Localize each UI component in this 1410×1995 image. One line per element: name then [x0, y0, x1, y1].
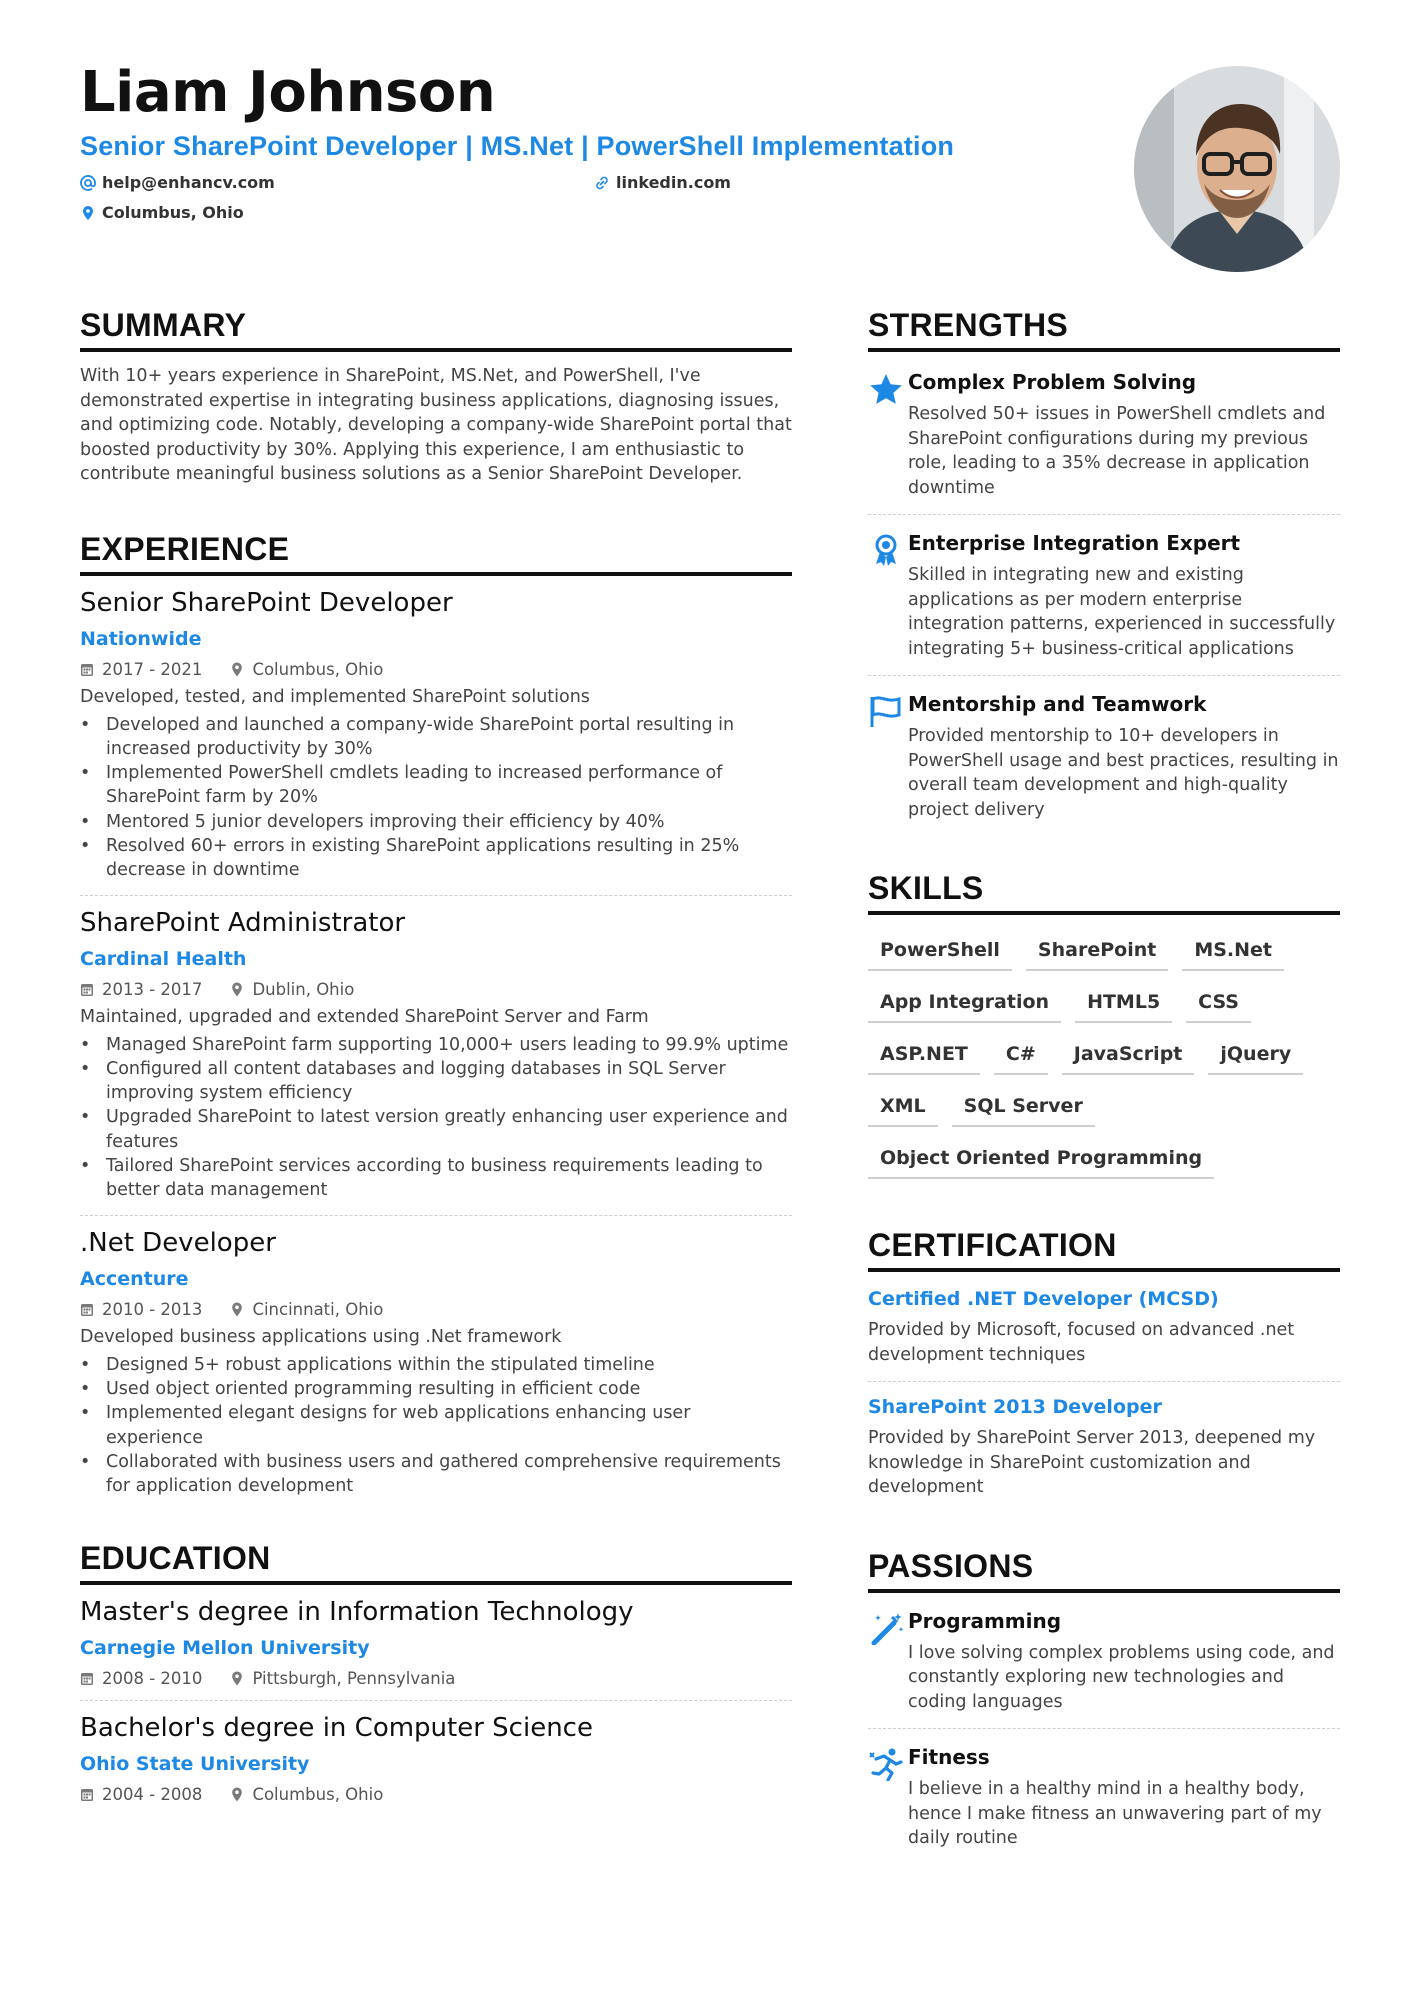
company-name: Accenture	[80, 1267, 189, 1290]
link-icon	[594, 175, 610, 191]
skill-tag: C#	[994, 1043, 1048, 1075]
bullet-item: • Mentored 5 junior developers improving their efficiency by 40%	[80, 810, 792, 834]
award-ribbon-icon	[868, 533, 904, 567]
education-meta	[80, 1669, 792, 1688]
bullet-item: • Configured all content databases and logging databases in SQL Server improving system efficiency	[80, 1057, 792, 1106]
strength-text: Provided mentorship to 10+ developers in PowerShell usage and best practices, resulting in overall team development and high-quality project delivery	[908, 726, 1339, 820]
summary-text: With 10+ years experience in SharePoint, MS.Net, and PowerShell, I've demonstrated expertise in integrating business applications, diagnosing issues, and optimizing code. Notably, developing a company-wide SharePoint portal that boosted productivity by 30%. Applying this experience, I am enthusiastic to contribute meaningful business solutions as a Senior SharePoint Developer.	[80, 366, 792, 484]
bullet-item: • Implemented PowerShell cmdlets leading to increased performance of SharePoint farm by 20%	[80, 761, 792, 810]
divider	[868, 514, 1340, 515]
strength-title: Mentorship and Teamwork	[908, 692, 1207, 716]
job-meta	[80, 1300, 792, 1319]
flag-icon	[868, 694, 904, 728]
skills-list	[868, 939, 1340, 1179]
location-pin-icon	[230, 1671, 244, 1686]
right-column	[868, 307, 1340, 1851]
degree-title: Bachelor's degree in Computer Science	[80, 1713, 593, 1744]
bullet-item: • Resolved 60+ errors in existing SharePoint applications resulting in 25% decrease in downtime	[80, 834, 792, 883]
strength-item	[868, 692, 1340, 822]
skill-tag: XML	[868, 1095, 938, 1127]
passion-title: Programming	[908, 1608, 1062, 1633]
experience-title: EXPERIENCE	[80, 531, 792, 576]
email-text: help@enhancv.com	[102, 173, 275, 192]
bullet-item: • Managed SharePoint farm supporting 10,000+ users leading to 99.9% uptime	[80, 1033, 792, 1057]
location-pin-icon	[230, 1787, 244, 1802]
skills-title: SKILLS	[868, 870, 1340, 915]
divider	[868, 1728, 1340, 1729]
certification-text: Provided by SharePoint Server 2013, deepened my knowledge in SharePoint customization and development	[868, 1428, 1316, 1497]
skill-tag: PowerShell	[868, 939, 1012, 971]
job-meta	[80, 660, 792, 679]
calendar-icon	[80, 662, 94, 677]
bullet-item: • Upgraded SharePoint to latest version greatly enhancing user experience and features	[80, 1105, 792, 1154]
experience-item	[80, 1228, 792, 1499]
job-bullets	[80, 1353, 792, 1499]
skill-tag: jQuery	[1208, 1043, 1303, 1075]
skill-tag: CSS	[1186, 991, 1251, 1023]
location-pin-icon	[230, 662, 244, 677]
job-location: Columbus, Ohio	[252, 659, 384, 679]
education-title: EDUCATION	[80, 1540, 792, 1585]
education-meta	[80, 1785, 792, 1804]
skill-tag: Object Oriented Programming	[868, 1147, 1214, 1179]
candidate-name: Liam Johnson	[80, 60, 496, 125]
company-name: Cardinal Health	[80, 947, 247, 970]
location-pin-icon	[80, 205, 96, 221]
job-description: Developed, tested, and implemented SharePoint solutions	[80, 686, 590, 707]
job-description: Maintained, upgraded and extended SharePoint Server and Farm	[80, 1006, 649, 1027]
bullet-item: • Designed 5+ robust applications within the stipulated timeline	[80, 1353, 792, 1377]
bullet-item: • Tailored SharePoint services according to business requirements leading to better data management	[80, 1154, 792, 1203]
contact-email[interactable]	[80, 173, 275, 192]
magic-wand-icon	[868, 1611, 904, 1645]
job-title: .Net Developer	[80, 1227, 276, 1258]
passions-title: PASSIONS	[868, 1548, 1340, 1593]
skill-tag: SharePoint	[1026, 939, 1168, 971]
certification-title: CERTIFICATION	[868, 1227, 1340, 1272]
certification-text: Provided by Microsoft, focused on advanced .net development techniques	[868, 1320, 1295, 1365]
skill-tag: MS.Net	[1182, 939, 1284, 971]
location-pin-icon	[230, 1302, 244, 1317]
skill-tag: HTML5	[1075, 991, 1172, 1023]
divider	[868, 1381, 1340, 1382]
job-description: Developed business applications using .Net framework	[80, 1326, 562, 1347]
school-name: Ohio State University	[80, 1753, 310, 1776]
at-icon	[80, 175, 96, 191]
passion-title: Fitness	[908, 1745, 990, 1769]
experience-item	[80, 588, 792, 883]
certification-name: Certified .NET Developer (MCSD)	[868, 1288, 1219, 1310]
divider	[868, 675, 1340, 676]
contact-linkedin[interactable]	[594, 173, 731, 192]
skill-tag: JavaScript	[1062, 1043, 1195, 1075]
skill-tag: App Integration	[868, 991, 1061, 1023]
strength-title: Enterprise Integration Expert	[908, 531, 1241, 555]
certification-item	[868, 1396, 1340, 1500]
calendar-icon	[80, 1787, 94, 1802]
divider	[80, 1215, 792, 1216]
experience-item	[80, 908, 792, 1203]
strength-text: Resolved 50+ issues in PowerShell cmdlets and SharePoint configurations during my previous role, leading to a 35% decrease in application downtime	[908, 404, 1326, 498]
job-location: Dublin, Ohio	[252, 979, 355, 999]
calendar-icon	[80, 1671, 94, 1686]
contact-location	[80, 203, 244, 222]
candidate-headline: Senior SharePoint Developer | MS.Net | PowerShell Implementation	[80, 131, 955, 161]
passion-text: I love solving complex problems using code, and constantly exploring new technologies and coding languages	[908, 1642, 1335, 1712]
strengths-title: STRENGTHS	[868, 307, 1340, 352]
school-name: Carnegie Mellon University	[80, 1637, 370, 1660]
education-dates: 2004 - 2008	[102, 1785, 203, 1805]
profile-photo	[1134, 66, 1340, 272]
running-icon	[868, 1747, 904, 1781]
job-meta	[80, 980, 792, 999]
passion-text: I believe in a healthy mind in a healthy body, hence I make fitness an unwavering part of my daily routine	[908, 1779, 1322, 1848]
divider	[80, 1700, 792, 1701]
education-item	[80, 1713, 792, 1804]
calendar-icon	[80, 1302, 94, 1317]
job-location: Cincinnati, Ohio	[252, 1299, 384, 1319]
job-title: Senior SharePoint Developer	[80, 587, 453, 618]
bullet-item: • Implemented elegant designs for web applications enhancing user experience	[80, 1401, 792, 1450]
passion-item	[868, 1745, 1340, 1851]
passion-item	[868, 1609, 1340, 1715]
summary-title: SUMMARY	[80, 307, 792, 352]
job-bullets	[80, 713, 792, 883]
job-title: SharePoint Administrator	[80, 907, 406, 938]
strength-item	[868, 531, 1340, 661]
calendar-icon	[80, 982, 94, 997]
job-dates: 2013 - 2017	[102, 979, 203, 999]
linkedin-text: linkedin.com	[616, 173, 731, 192]
skill-tag: ASP.NET	[868, 1043, 980, 1075]
star-icon	[868, 372, 904, 406]
degree-title: Master's degree in Information Technology	[80, 1597, 634, 1628]
divider	[80, 895, 792, 896]
strength-text: Skilled in integrating new and existing applications as per modern enterprise integration patterns, experienced in successfully integrating 5+ business-critical applications	[908, 565, 1336, 659]
bullet-item: • Developed and launched a company-wide SharePoint portal resulting in increased productivity by 30%	[80, 713, 792, 762]
job-bullets	[80, 1033, 792, 1203]
strength-item	[868, 370, 1340, 500]
education-item	[80, 1597, 792, 1688]
certification-name: SharePoint 2013 Developer	[868, 1396, 1162, 1418]
bullet-item: • Collaborated with business users and gathered comprehensive requirements for application development	[80, 1450, 792, 1499]
certification-item	[868, 1288, 1340, 1367]
education-dates: 2008 - 2010	[102, 1669, 203, 1689]
bullet-item: • Used object oriented programming resulting in efficient code	[80, 1377, 792, 1401]
education-location: Columbus, Ohio	[252, 1785, 384, 1805]
education-location: Pittsburgh, Pennsylvania	[252, 1669, 456, 1689]
job-dates: 2017 - 2021	[102, 659, 203, 679]
job-dates: 2010 - 2013	[102, 1299, 203, 1319]
strength-title: Complex Problem Solving	[908, 370, 1197, 394]
location-pin-icon	[230, 982, 244, 997]
left-column	[80, 307, 792, 1804]
location-text: Columbus, Ohio	[102, 203, 244, 222]
skill-tag: SQL Server	[952, 1095, 1095, 1127]
company-name: Nationwide	[80, 627, 202, 650]
